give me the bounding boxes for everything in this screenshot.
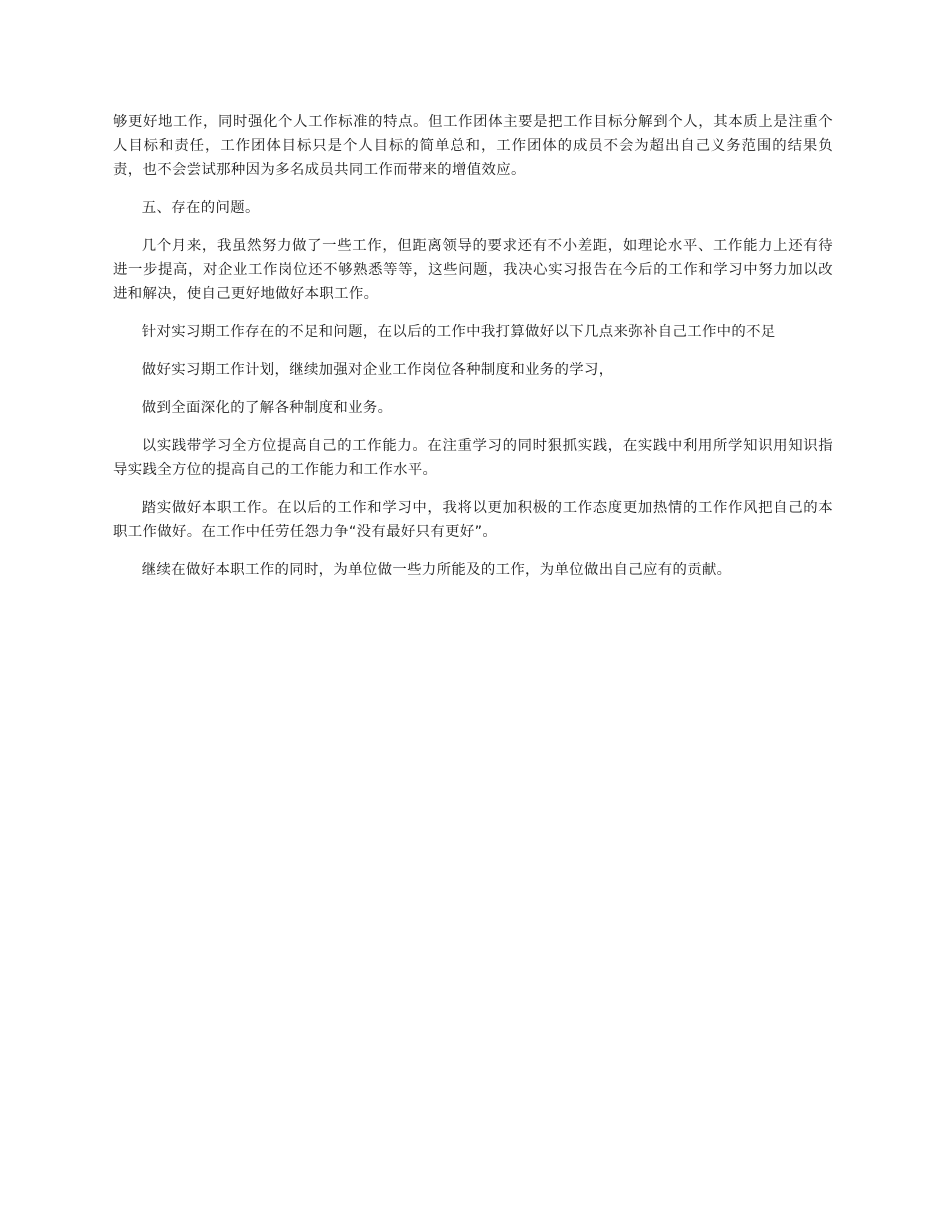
paragraph-contribution: 继续在做好本职工作的同时，为单位做一些力所能及的工作，为单位做出自己应有的贡献。: [141, 562, 732, 578]
paragraph-do-job-well: 踏实做好本职工作。在以后的工作和学习中，我将以更加积极的工作态度更加热情的工作作风把自己的本职工作做好。在工作中任劳任怨力争“没有最好只有更好”。: [113, 500, 833, 540]
paragraph-work-plan: 做好实习期工作计划，继续加强对企业工作岗位各种制度和业务的学习，: [141, 362, 614, 378]
document-body: [113, 110, 833, 596]
paragraph-team-vs-group: 够更好地工作，同时强化个人工作标准的特点。但工作团体主要是把工作目标分解到个人，其本质上是注重个人目标和责任，工作团体目标只是个人目标的简单总和，工作团体的成员不会为超出自己义务范围的结果负责，也不会尝试那种因为多名成员共同工作而带来的增值效应。: [113, 114, 833, 178]
paragraph-deepen-understanding: 做到全面深化的了解各种制度和业务。: [141, 400, 393, 416]
section-heading-problems: 五、存在的问题。: [141, 200, 260, 216]
paragraph-improvement-intro: 针对实习期工作存在的不足和问题，在以后的工作中我打算做好以下几点来弥补自己工作中的不足: [141, 324, 776, 340]
paragraph-shortcomings: 几个月来，我虽然努力做了一些工作，但距离领导的要求还有不小差距，如理论水平、工作能力上还有待进一步提高，对企业工作岗位还不够熟悉等等，这些问题，我决心实习报告在今后的工作和学习中努力加以改进和解决，使自己更好地做好本职工作。: [113, 238, 833, 302]
paragraph-practice-learning: 以实践带学习全方位提高自己的工作能力。在注重学习的同时狠抓实践，在实践中利用所学知识用知识指导实践全方位的提高自己的工作能力和工作水平。: [113, 438, 833, 478]
